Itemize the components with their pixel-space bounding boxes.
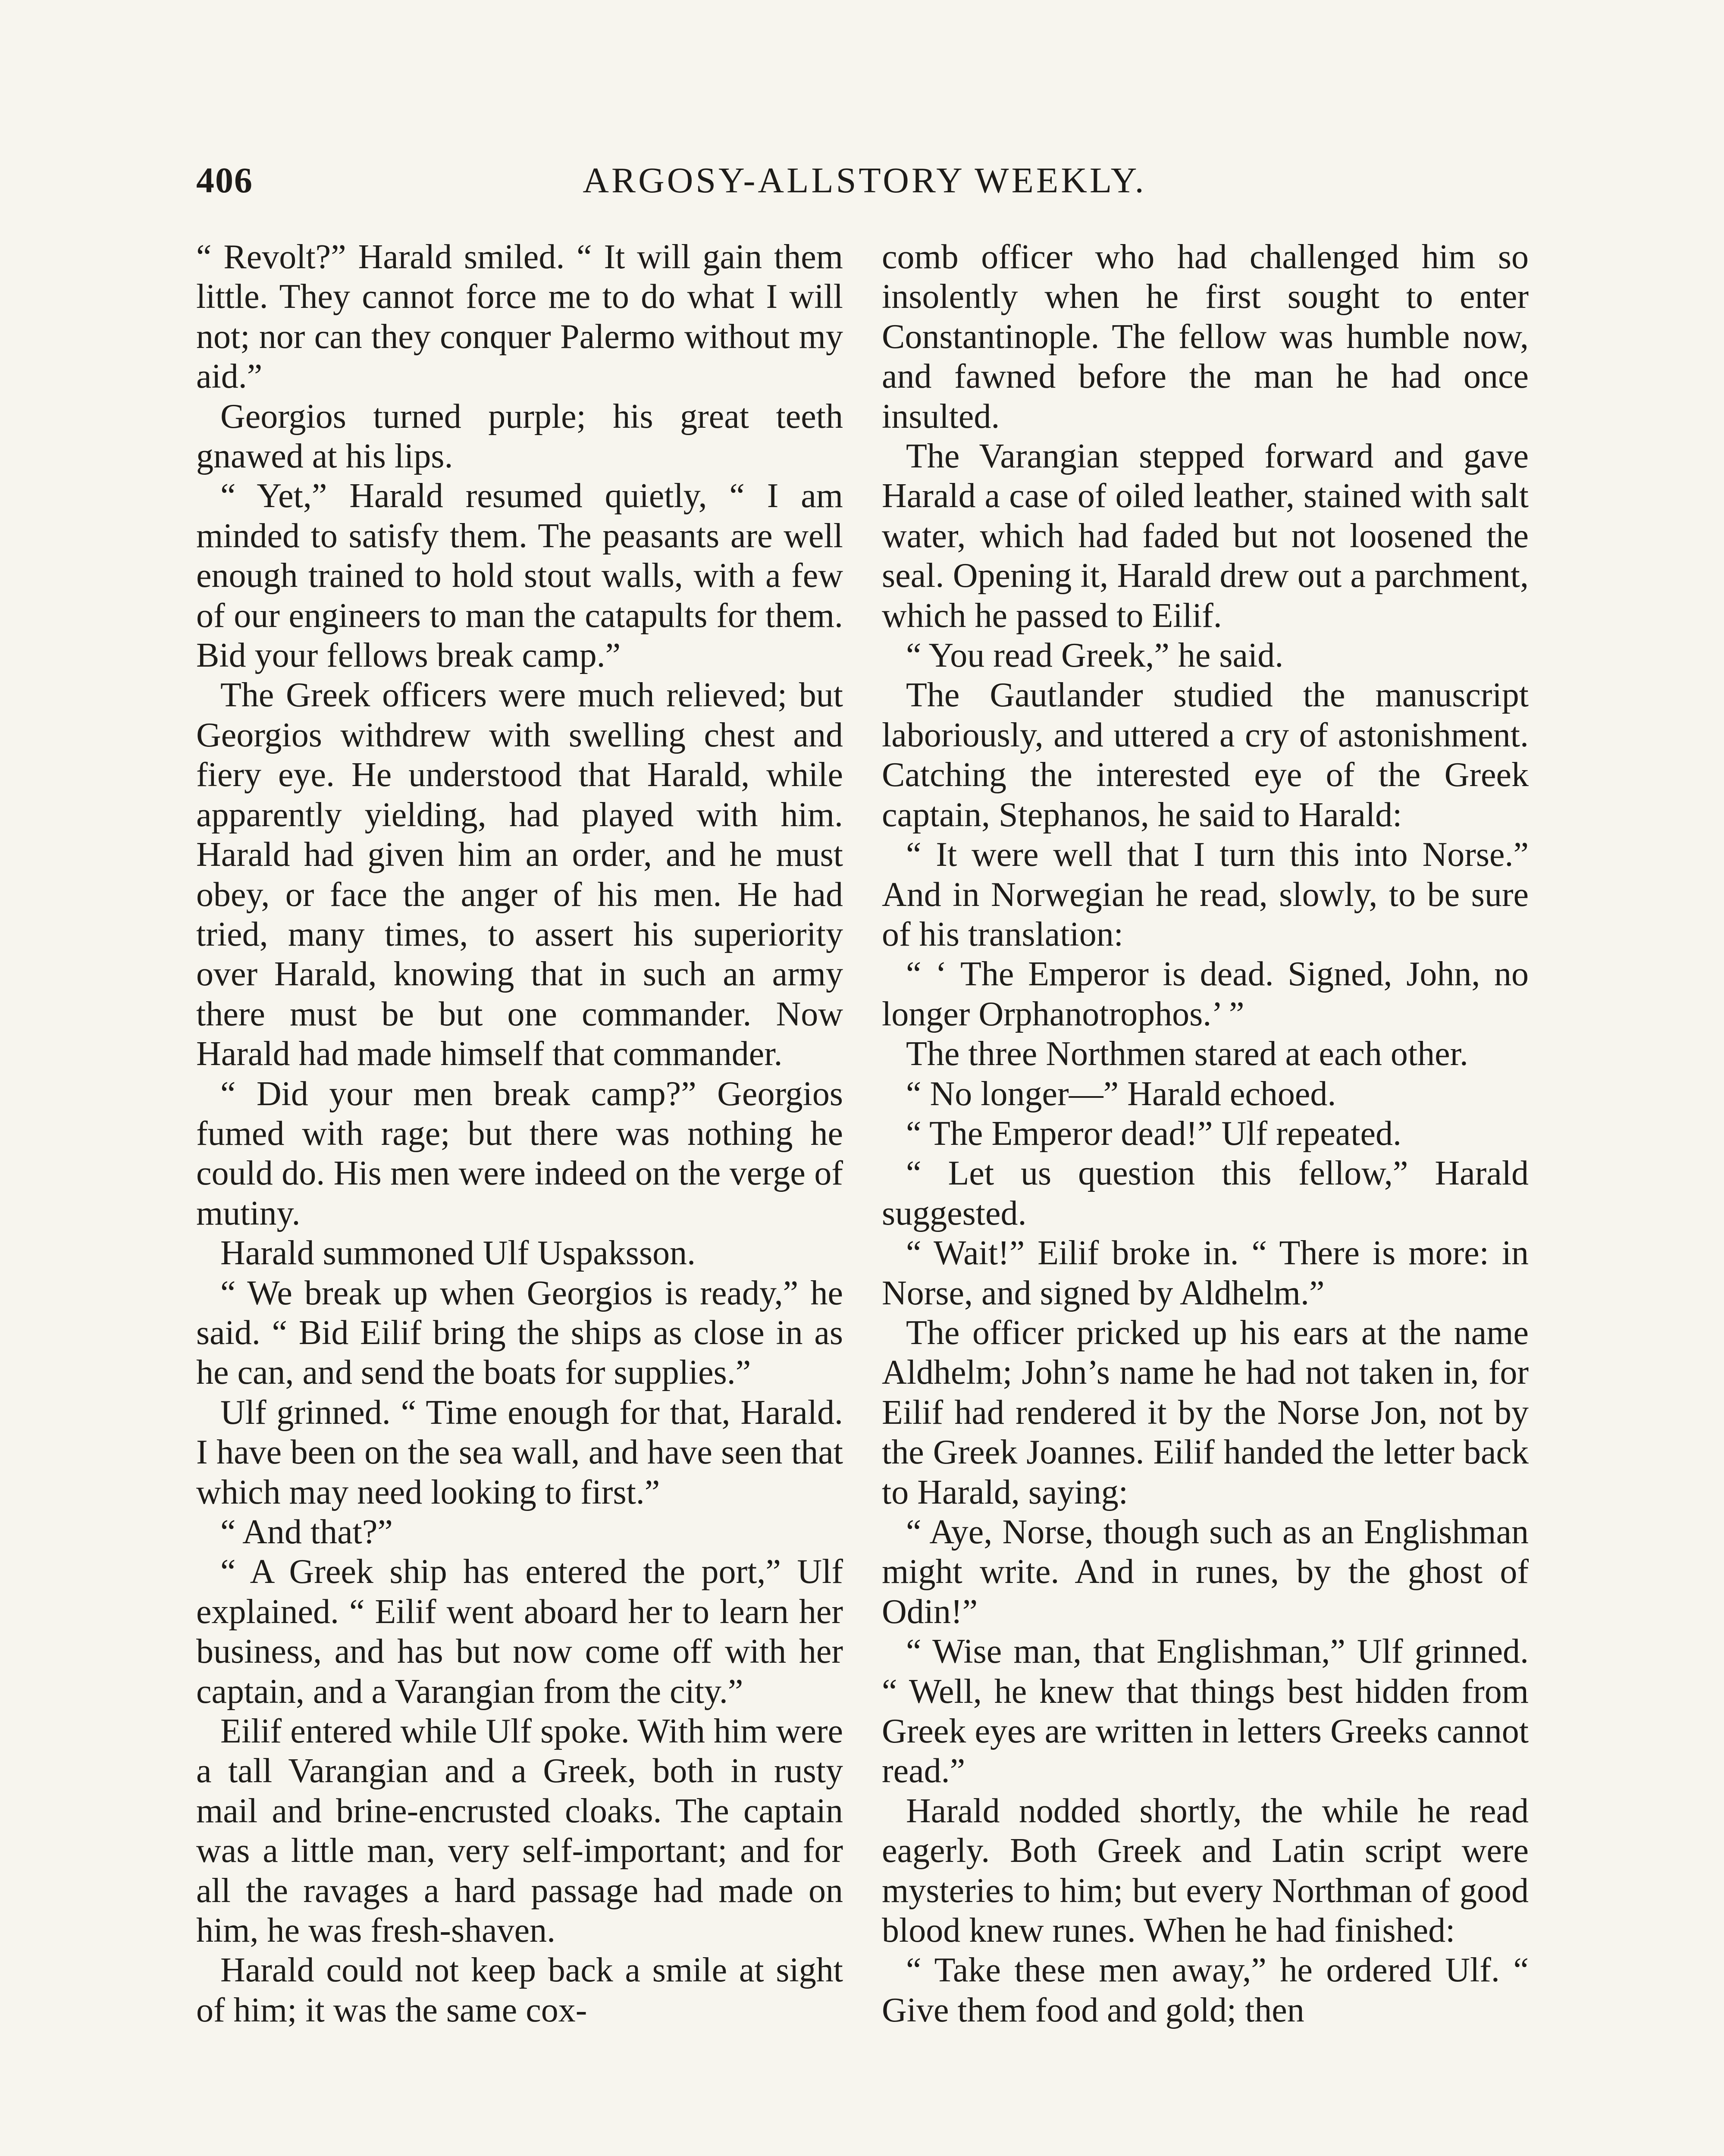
paragraph: “ Did your men break camp?” Georgios fumed with rage; but there was nothing he could do. His men were indeed on the verge of mutiny.	[196, 1075, 843, 1232]
paragraph: The three Northmen stared at each other.	[906, 1035, 1468, 1073]
left-column	[196, 237, 843, 2156]
paragraph: “ A Greek ship has entered the port,” Ulf explained. “ Eilif went aboard her to learn her business, and has but now come off with her captain, and a Varangian from the city.”	[196, 1553, 843, 1711]
paragraph: Eilif entered while Ulf spoke. With him were a tall Varangian and a Greek, both in rusty mail and brine-encrusted cloaks. The captain was a little man, very self-important; and for all the ravages a hard passage had made on him, he was fresh-shaven.	[196, 1712, 843, 1950]
paragraph: Harald nodded shortly, the while he read eagerly. Both Greek and Latin script were mysteries to him; but every Northman of good blood knew runes. When he had finished:	[882, 1792, 1529, 1950]
page-header	[196, 160, 1533, 220]
paragraph: “ It were well that I turn this into Norse.” And in Norwegian he read, slowly, to be sure of his translation:	[882, 836, 1529, 953]
page-number: 406	[196, 160, 253, 201]
paragraph: “ Wait!” Eilif broke in. “ There is more: in Norse, and signed by Aldhelm.”	[882, 1234, 1529, 1312]
paragraph: “ Take these men away,” he ordered Ulf. “ Give them food and gold; then	[882, 1951, 1529, 2029]
paragraph: Harald could not keep back a smile at sight of him; it was the same cox-	[196, 1951, 843, 2029]
running-title: ARGOSY-ALLSTORY WEEKLY.	[583, 160, 1147, 201]
paragraph: Ulf grinned. “ Time enough for that, Harald. I have been on the sea wall, and have seen that which may need looking to first.”	[196, 1393, 843, 1511]
paragraph: The officer pricked up his ears at the name Aldhelm; John’s name he had not taken in, for Eilif had rendered it by the Norse Jon, not by the Greek Joannes. Eilif handed the letter back to Harald, saying:	[882, 1313, 1529, 1511]
paragraph: “ And that?”	[220, 1513, 393, 1551]
paragraph: “ ‘ The Emperor is dead. Signed, John, no longer Orphanotrophos.’ ”	[882, 955, 1529, 1033]
paragraph: Georgios turned purple; his great teeth gnawed at his lips.	[196, 397, 843, 476]
paragraph: The Varangian stepped forward and gave Harald a case of oiled leather, stained with salt water, which had faded but not loosened the seal. Opening it, Harald drew out a parchment, which he passed to Eilif.	[882, 437, 1529, 635]
paragraph: “ Yet,” Harald resumed quietly, “ I am minded to satisfy them. The peasants are well enough trained to hold stout walls, with a few of our engineers to man the catapults for them. Bid your fellows break camp.”	[196, 477, 843, 675]
paragraph: The Gautlander studied the manuscript laboriously, and uttered a cry of astonishment. Catching the interested eye of the Greek captain, Stephanos, he said to Harald:	[882, 676, 1529, 834]
paragraph: “ You read Greek,” he said.	[906, 636, 1284, 675]
paragraph: “ Let us question this fellow,” Harald suggested.	[882, 1154, 1529, 1232]
paragraph: “ Wise man, that Englishman,” Ulf grinned. “ Well, he knew that things best hidden from Greek eyes are written in letters Greeks cannot read.”	[882, 1633, 1529, 1790]
right-column	[882, 237, 1529, 2156]
paragraph: “ Aye, Norse, though such as an Englishman might write. And in runes, by the ghost of Odin!”	[882, 1513, 1529, 1631]
paragraph: “ No longer—” Harald echoed.	[906, 1075, 1336, 1113]
paragraph: “ We break up when Georgios is ready,” he said. “ Bid Eilif bring the ships as close in as he can, and send the boats for supplies.”	[196, 1274, 843, 1392]
paragraph: “ Revolt?” Harald smiled. “ It will gain them little. They cannot force me to do what I will not; nor can they conquer Palermo without my aid.”	[196, 238, 843, 396]
paragraph: The Greek officers were much relieved; but Georgios withdrew with swelling chest and fiery eye. He understood that Harald, while apparently yielding, had played with him. Harald had given him an order, and he must obey, or face the anger of his men. He had tried, many times, to assert his superiority over Harald, knowing that in such an army there must be but one commander. Now Harald had made himself that commander.	[196, 676, 843, 1073]
paragraph: Harald summoned Ulf Uspaksson.	[220, 1234, 696, 1272]
paragraph: “ The Emperor dead!” Ulf repeated.	[906, 1114, 1402, 1153]
paragraph: comb officer who had challenged him so insolently when he first sought to enter Constantinople. The fellow was humble now, and fawned before the man he had once insulted.	[882, 238, 1529, 436]
